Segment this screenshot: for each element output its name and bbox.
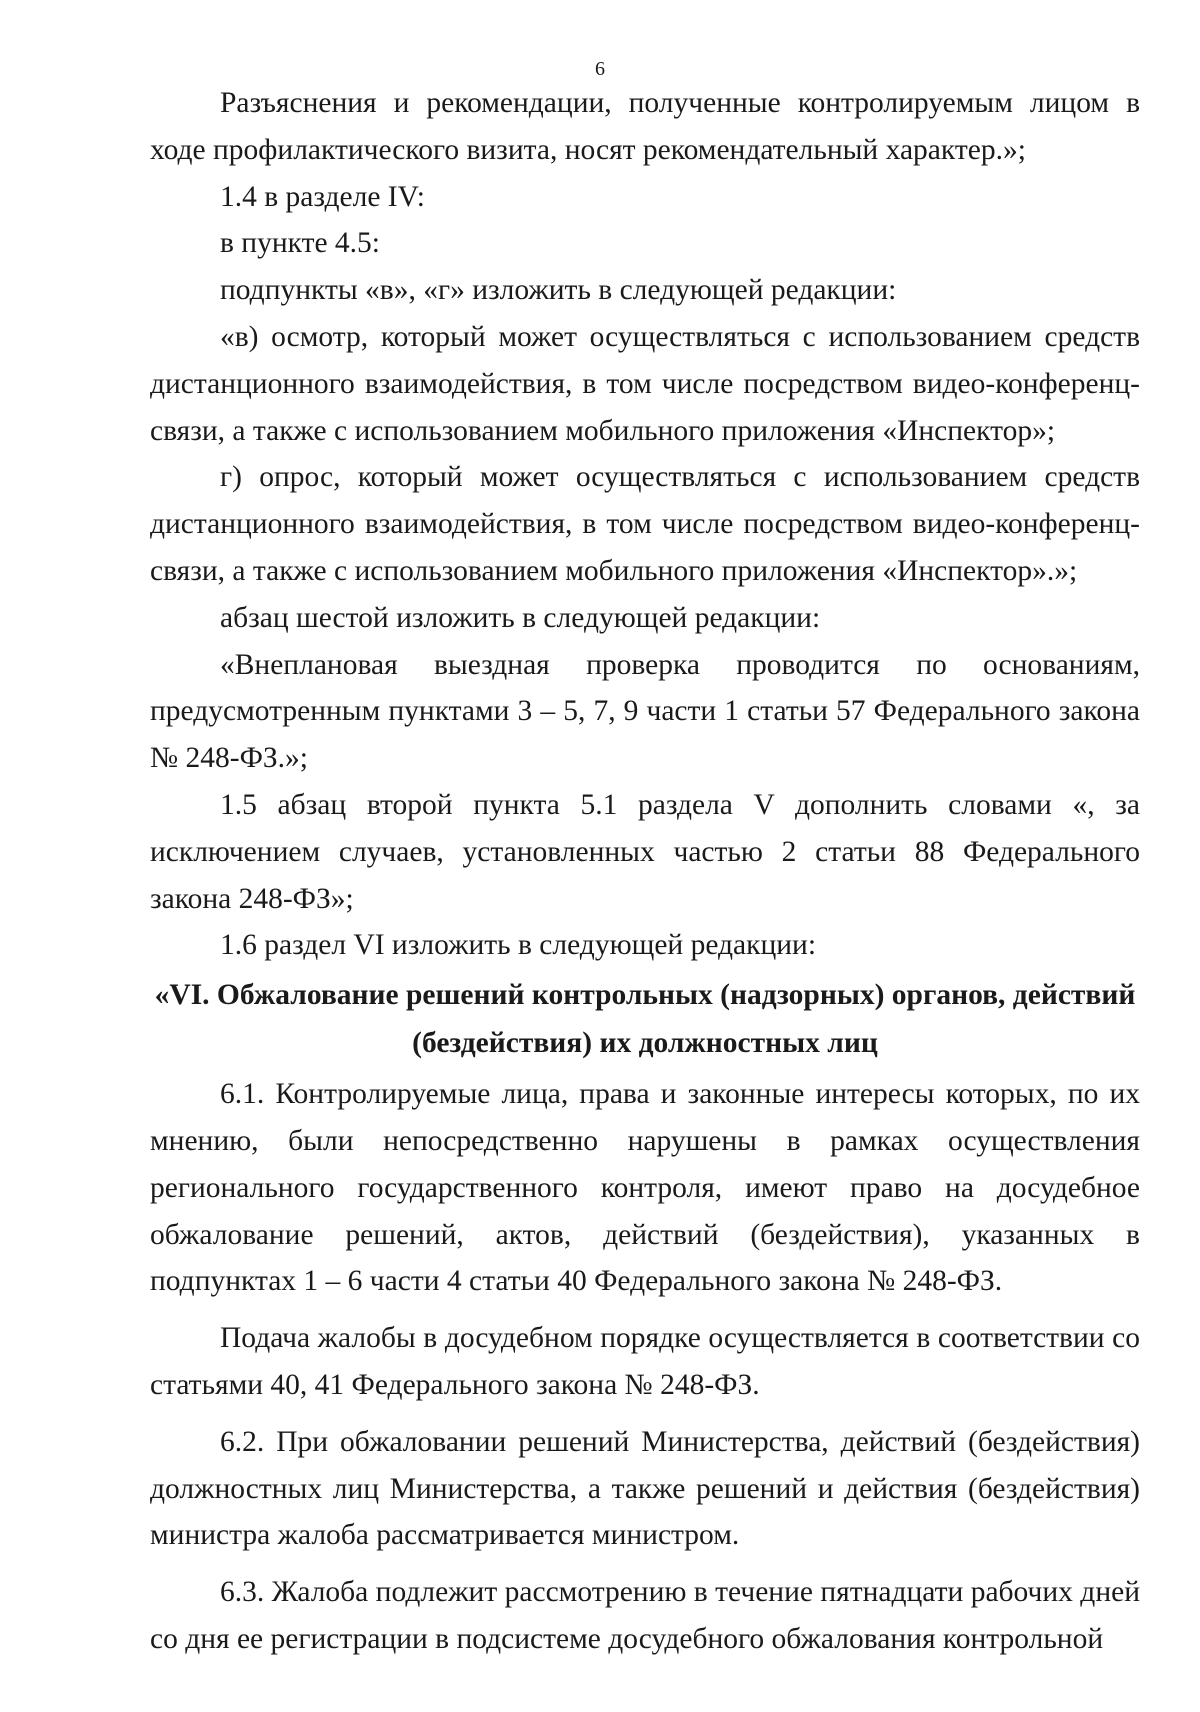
section-paragraph: 6.2. При обжаловании решений Министерства, действий (бездействия) должностных лиц Министерства, а также решений и действия (бездействия) министра жалоба рассматривается министром. [150, 1425, 1140, 1552]
paragraph: 1.4 в разделе IV: [220, 180, 425, 213]
paragraph: подпункты «в», «г» изложить в следующей редакции: [220, 274, 897, 307]
paragraph: «Внеплановая выездная проверка проводится по основаниям, предусмотренным пунктами 3 – 5, 7, 9 части 1 статьи 57 Федерального закона № 248-ФЗ.»; [150, 648, 1140, 775]
paragraph: абзац шестой изложить в следующей редакции: [220, 601, 821, 634]
section-paragraph: 6.3. Жалоба подлежит рассмотрению в течение пятнадцати рабочих дней со дня ее регистрации в подсистеме досудебного обжалования контрольной [150, 1576, 1140, 1655]
paragraph: г) опрос, который может осуществляться с использованием средств дистанционного взаимодействия, в том числе посредством видео-конференц-связи, а также с использованием мобильного приложения «Инспектор».»; [150, 461, 1140, 587]
section-heading: «VI. Обжалование решений контрольных (надзорных) органов, действий (бездействия) их должностных лиц [154, 979, 1136, 1060]
paragraph: в пункте 4.5: [220, 227, 381, 260]
paragraph: Разъяснения и рекомендации, полученные контролируемым лицом в ходе профилактического визита, носят рекомендательный характер.»; [150, 87, 1140, 166]
section-paragraph: 6.1. Контролируемые лица, права и законные интересы которых, по их мнению, были непосредственно нарушены в рамках осуществления регионального государственного контроля, имеют право на досудебное обжалование решений, актов, действий (бездействия), указанных в подпунктах 1 – 6 части 4 статьи 40 Федерального закона № 248-ФЗ. [150, 1078, 1140, 1298]
document-body [150, 80, 1140, 1663]
paragraph: 1.5 абзац второй пункта 5.1 раздела V дополнить словами «, за исключением случаев, установленных частью 2 статьи 88 Федерального закона 248-ФЗ»; [150, 788, 1140, 915]
paragraph: «в) осмотр, который может осуществляться с использованием средств дистанционного взаимодействия, в том числе посредством видео-конференц-связи, а также с использованием мобильного приложения «Инспектор»; [150, 320, 1140, 447]
page-number: 6 [595, 58, 605, 80]
section-paragraph: Подача жалобы в досудебном порядке осуществляется в соответствии со статьями 40, 41 Федерального закона № 248-ФЗ. [150, 1322, 1140, 1401]
paragraph: 1.6 раздел VI изложить в следующей редакции: [220, 929, 817, 962]
